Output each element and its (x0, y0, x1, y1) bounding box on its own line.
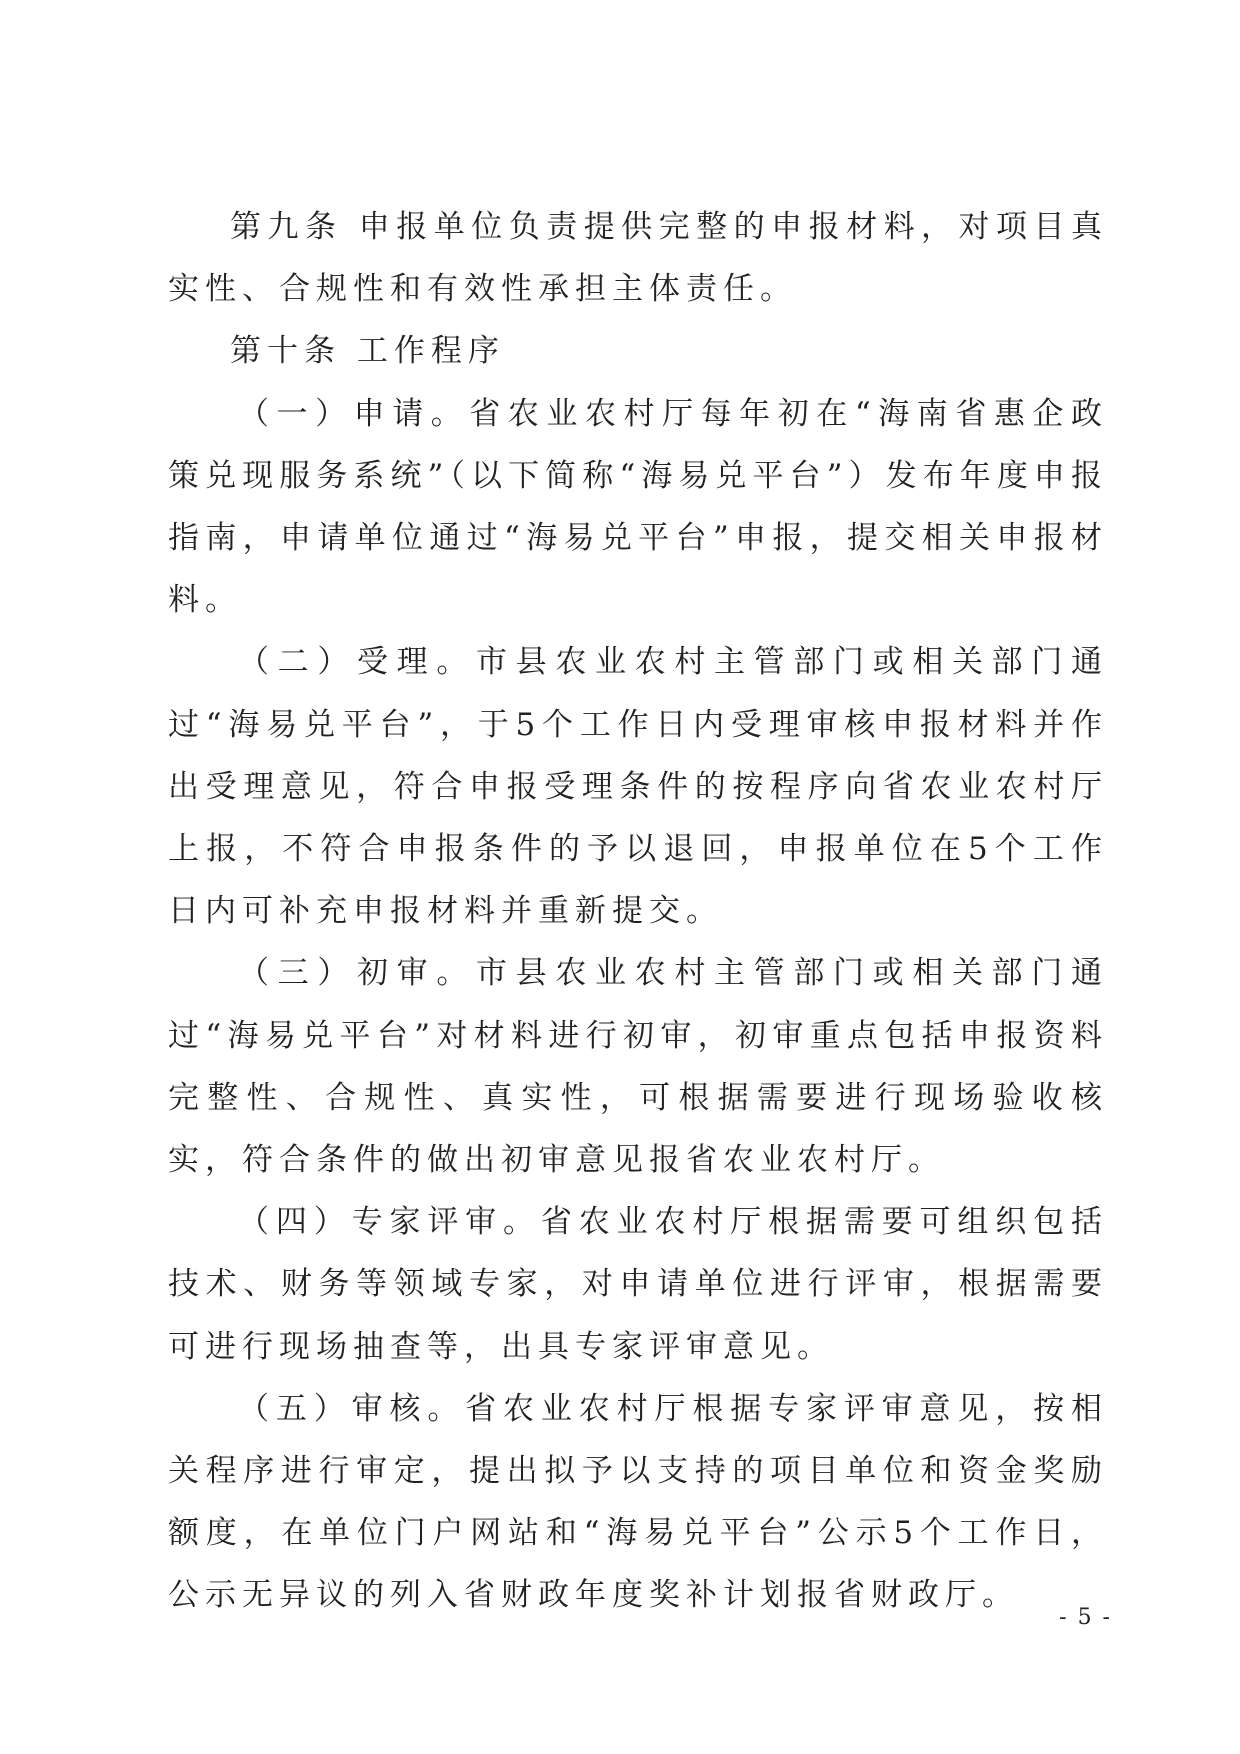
procedure-step-audit: （五）审核。省农业农村厅根据专家评审意见，按相关程序进行审定，提出拟予以支持的项目单位和资金奖励额度，在单位门户网站和“海易兑平台”公示5个工作日，公示无异议的列入省财政年度奖补计划报省财政厅。 (168, 1390, 1108, 1614)
procedure-step-application: （一）申请。省农业农村厅每年初在“海南省惠企政策兑现服务系统”（以下简称“海易兑平台”）发布年度申报指南，申请单位通过“海易兑平台”申报，提交相关申报材料。 (168, 395, 1108, 619)
document-body (168, 196, 1108, 1627)
procedure-step-expert-review: （四）专家评审。省农业农村厅根据需要可组织包括技术、财务等领域专家，对申请单位进行评审，根据需要可进行现场抽查等，出具专家评审意见。 (168, 1204, 1108, 1365)
article-9-paragraph: 第九条 申报单位负责提供完整的申报材料，对项目真实性、合规性和有效性承担主体责任。 (168, 209, 1108, 308)
page-number: - 5 - (1059, 1605, 1112, 1630)
procedure-step-acceptance: （二）受理。市县农业农村主管部门或相关部门通过“海易兑平台”，于5个工作日内受理审核申报材料并作出受理意见，符合申报受理条件的按程序向省农业农村厅上报，不符合申报条件的予以退回，申报单位在5个工作日内可补充申报材料并重新提交。 (168, 644, 1108, 930)
article-10-heading: 第十条 工作程序 (230, 333, 505, 370)
procedure-step-preliminary-review: （三）初审。市县农业农村主管部门或相关部门通过“海易兑平台”对材料进行初审，初审重点包括申报资料完整性、合规性、真实性，可根据需要进行现场验收核实，符合条件的做出初审意见报省农业农村厅。 (168, 955, 1108, 1179)
